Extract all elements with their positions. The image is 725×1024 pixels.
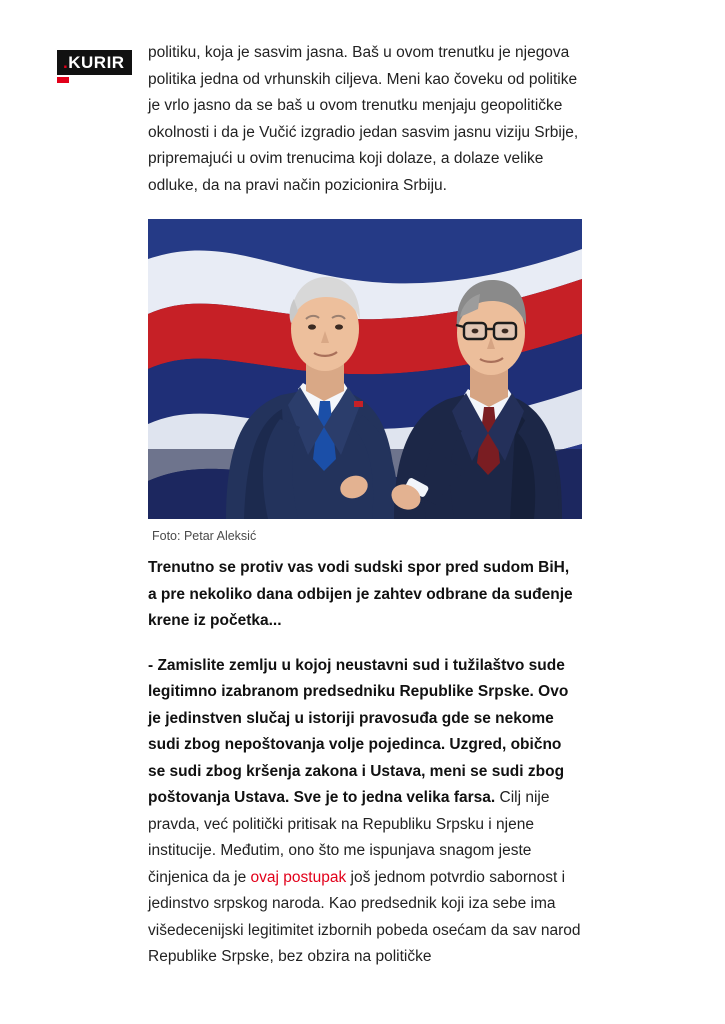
logo-dot: . [63, 53, 69, 72]
answer-text-part-2: još jednom potvrdio sabornost i jedinstvo srpskog naroda. Kao predsednik koji iza sebe ima višedecenijski legitimitet izbornih pobeda osećam da sav narod Republike Srpske, bez obzira na političke [148, 868, 581, 965]
interview-question: Trenutno se protiv vas vodi sudski spor pred sudom BiH, a pre nekoliko dana odbijen je zahtev odbrane da suđenje krene iz početka... [148, 559, 573, 629]
article-photo [148, 219, 582, 519]
photo-caption: Foto: Petar Aleksić [152, 529, 257, 543]
answer-bold-part: - Zamislite zemlju u kojoj neustavni sud i tužilaštvo sude legitimno izabranom predsedniku Republike Srpske. Ovo je jedinstven slučaj u istoriji pravosuđa gde se nekome sudi zbog nepoštovanja volje pojedinca. Uzgred, obično se sudi zbog kršenja zakona i Ustava, meni se sudi zbog poštovanja Ustava. Sve je to jedna velika farsa. [148, 656, 569, 806]
logo-badge [57, 50, 132, 75]
inline-link[interactable]: ovaj postupak [250, 868, 347, 886]
answer-text-part-1: Cilj nije pravda, već politički pritisak na Republiku Srpsku i njene institucije. Međutim, ono što me ispunjava snagom jeste činjenica da je [148, 789, 550, 886]
photo-illustration [148, 219, 582, 519]
logo-underline [57, 77, 69, 83]
interview-answer [148, 653, 582, 971]
paragraph-intro: politiku, koja je sasvim jasna. Baš u ovom trenutku je njegova politika jedna od vrhunskih ciljeva. Meni kao čoveku od politike je vrlo jasno da se baš u ovom trenutku menjaju geopolitičke okolnosti i da je Vučić izgradio jedan sasvim jasnu viziju Srbije, pripremajući u ovim trenucima koji dolaze, a dolaze velike odluke, da na pravi način pozicionira Srbiju. [148, 44, 579, 194]
article-figure [148, 219, 582, 545]
article-body [148, 40, 582, 987]
site-logo[interactable] [57, 50, 127, 83]
logo-text: KURIR [68, 53, 125, 72]
